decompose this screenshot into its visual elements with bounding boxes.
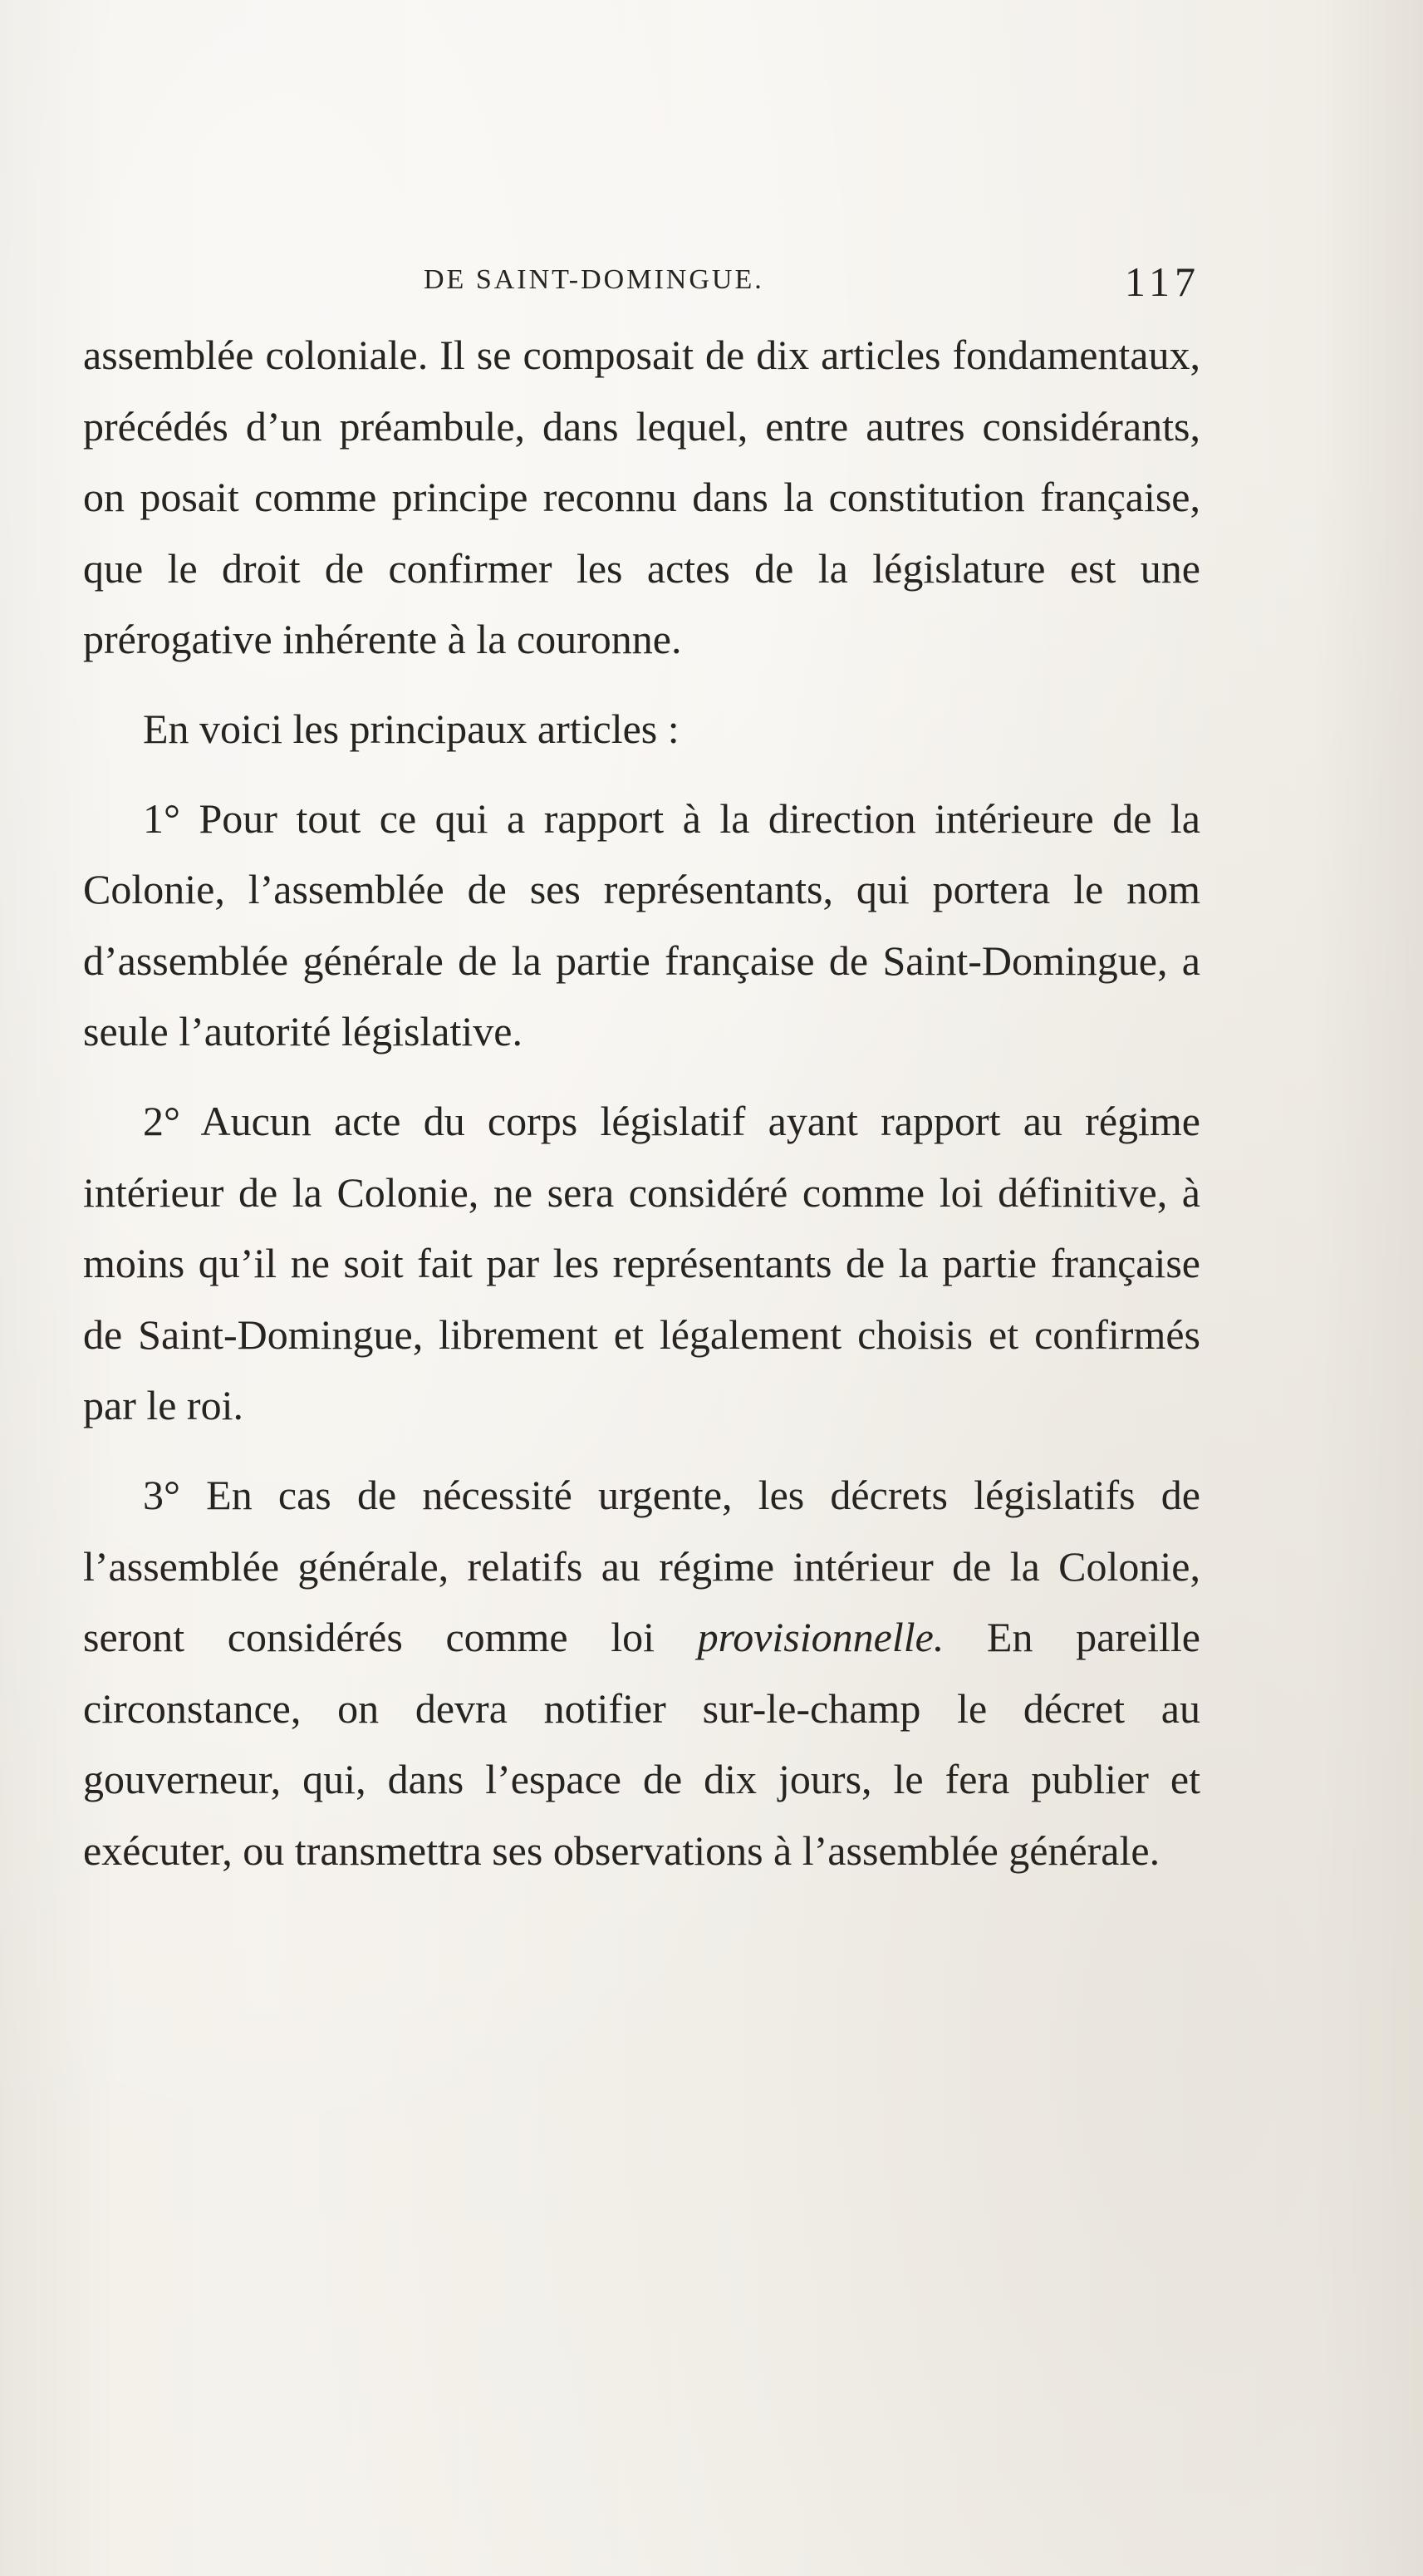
- paragraph-intro-articles: En voici les principaux articles :: [143, 705, 680, 752]
- article-3-emphasis: provisionnelle.: [697, 1614, 945, 1661]
- running-title: DE SAINT-DOMINGUE.: [424, 264, 764, 295]
- page-number: 117: [1124, 258, 1200, 305]
- paragraph-article-1: 1° Pour tout ce qui a rapport à la direction intérieure de la Colonie, l’assemblée de ses représentants, qui portera le nom d’assemblée générale de la partie française de Saint-Domingue, a seule l’autorité législative.: [83, 794, 1200, 1055]
- text-block: [83, 320, 1200, 1905]
- paragraph-article-3: [83, 1460, 1200, 1887]
- paragraph-continuation: assemblée coloniale. Il se composait de dix articles fondamentaux, précédés d’un préambule, dans lequel, entre autres considérants, on posait comme principe reconnu dans la constitution française, que le droit de confirmer les actes de la législature est une prérogative inhérente à la couronne.: [83, 332, 1200, 663]
- article-3-text-before: 3° En cas de nécessité urgente, les décrets législatifs de l’assemblée générale, relatifs au régime intérieur de la Colonie, seront considérés comme loi: [83, 1471, 1200, 1661]
- paragraph-article-2: 2° Aucun acte du corps législatif ayant rapport au régime intérieur de la Colonie, ne sera considéré comme loi définitive, à moins qu’il ne soit fait par les représentants de la partie française de Saint-Domingue, librement et légalement choisis et confirmés par le roi.: [83, 1097, 1200, 1429]
- running-head: [83, 258, 1200, 307]
- article-3-text-after: En pareille circonstance, on devra notifier sur-le-champ le décret au gouverneur, qui, dans l’espace de dix jours, le fera publier et exécuter, ou transmettra ses observations à l’assemblée générale.: [83, 1614, 1200, 1874]
